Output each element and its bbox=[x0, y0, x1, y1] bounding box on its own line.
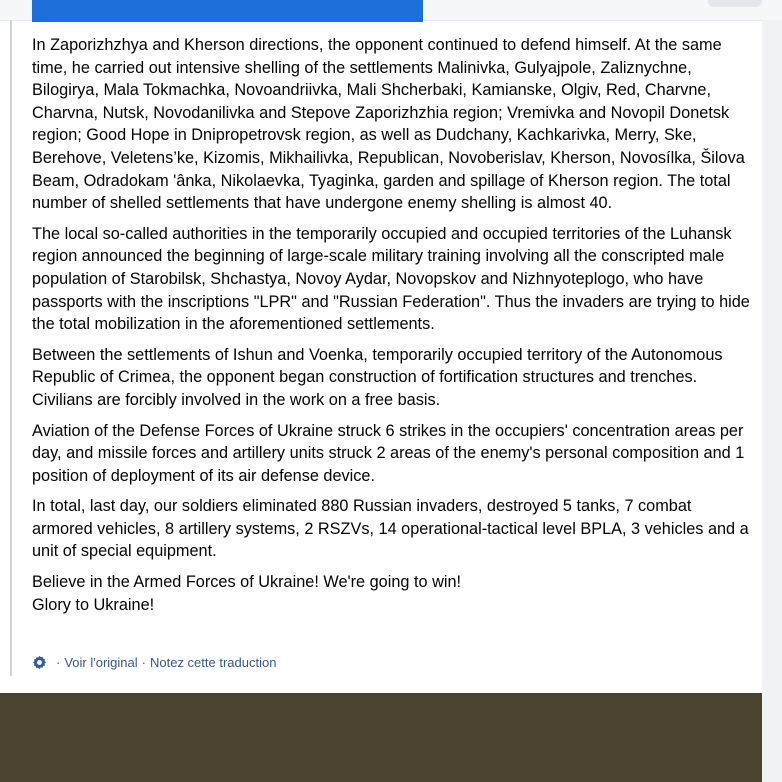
paragraph-4: Aviation of the Defense Forces of Ukraine struck 6 strikes in the occupiers' concentration areas per day, and missile forces and artillery units struck 2 areas of the enemy's personal composition and 1 position of deployment of its air defense device. bbox=[32, 421, 745, 485]
right-side-panel bbox=[762, 20, 782, 782]
closing-line-1: Believe in the Armed Forces of Ukraine! We're going to win! bbox=[32, 573, 462, 592]
post-left-border bbox=[10, 20, 12, 676]
paragraph-5: In total, last day, our soldiers eliminated 880 Russian invaders, destroyed 5 tanks, 7 combat armored vehicles, 8 artillery systems, 2 RSZVs, 14 operational-tactical level BPLA, 3 vehicles and a unit of special equipment. bbox=[32, 497, 749, 561]
paragraph-3: Between the settlements of Ishun and Voenka, temporarily occupied territory of the Autonomous Republic of Crimea, the opponent began construction of fortification structures and trenches. Civilians are forcibly involved in the work on a free basis. bbox=[32, 345, 723, 409]
rate-translation-link[interactable]: Notez cette traduction bbox=[149, 654, 277, 670]
gear-icon[interactable] bbox=[32, 655, 47, 670]
closing-line-2: Glory to Ukraine! bbox=[32, 595, 155, 614]
translation-footer bbox=[32, 652, 276, 672]
see-original-link[interactable]: Voir l'original bbox=[64, 654, 138, 670]
top-right-button[interactable] bbox=[708, 0, 762, 7]
separator-2: · bbox=[141, 654, 146, 670]
top-blue-bar bbox=[32, 0, 423, 22]
bottom-dark-band bbox=[0, 693, 762, 782]
paragraph-2: The local so-called authorities in the temporarily occupied and occupied territories of the Luhansk region announced the beginning of large-scale military training involving all the conscripted male population of Starobilsk, Shchastya, Novoy Aydar, Novopskov and Nizhnyoteplogo, who have passports with the inscriptions "LPR" and "Russian Federation". Thus the invaders are trying to hide the total mobilization in the aforementioned settlements. bbox=[32, 224, 750, 334]
paragraph-1: In Zaporizhzhya and Kherson directions, the opponent continued to defend himself. At the same time, he carried out intensive shelling of the settlements Malinivka, Gulyajpole, Zaliznychne, Bilogirya, Mala Tokmachka, Novoandriivka, Mali Shcherbaki, Kamianske, Olgiv, Red, Charvne, Charvna, Nutsk, Novodanilivka and Stepove Zaporizhzhia region; Vremivka and Novopil Donetsk region; Good Hope in Dnipropetrovsk region, as well as Dudchany, Kachkarivka, Merry, Ske, Berehove, Veletens’ke, Kizomis, Mikhailivka, Republican, Novoberislav, Kherson, Novosílka, Šilova Beam, Odradokam 'ânka, Nikolaevka, Tyaginka, garden and spillage of Kherson region. The total number of shelled settlements that have undergone enemy shelling is almost 40. bbox=[32, 36, 745, 213]
post-text bbox=[32, 34, 754, 616]
separator-1: · bbox=[56, 654, 61, 670]
closing-paragraph bbox=[32, 571, 754, 616]
